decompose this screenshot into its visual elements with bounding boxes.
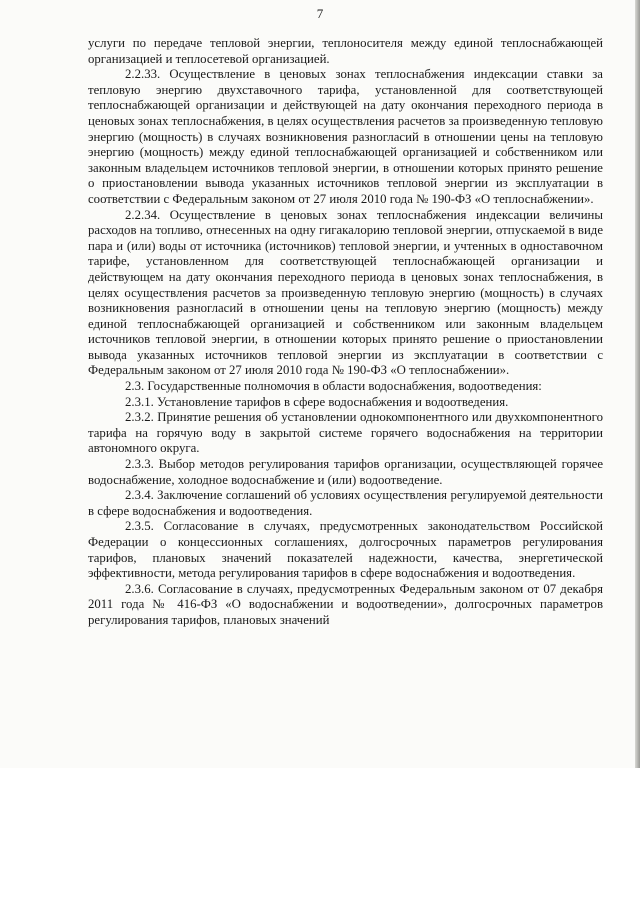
paragraph-2-3-4: 2.3.4. Заключение соглашений об условиях осуществления регулируемой деятельности в сфере водоснабжения и водоотведения. [88, 488, 603, 518]
paragraph-2-2-34: 2.2.34. Осуществление в ценовых зонах теплоснабжения индексации величины расходов на топливо, отнесенных на одну гигакалорию тепловой энергии, отпускаемой в виде пара и (или) воды от источника (источников) тепловой энергии, и учтенных в одноставочном тарифе, установленном для соответствующей теплоснабжающей организации и действующем на дату окончания переходного периода в ценовых зонах теплоснабжения, в целях осуществления расчетов за произведенную тепловую энергию (мощность) в случаях возникновения разногласий в отношении цены на тепловую энергию (мощность) между единой теплоснабжающей организацией и собственником или законным владельцем источников тепловой энергии, в отношении которых принято решение о приостановлении вывода указанных источников тепловой энергии из эксплуатации в соответствии с Федеральным законом от 27 июля 2010 года № 190-ФЗ «О теплоснабжении». [88, 207, 603, 378]
paragraph-2-3-1: 2.3.1. Установление тарифов в сфере водоснабжения и водоотведения. [125, 394, 509, 409]
document-body [88, 36, 603, 629]
paragraph-2-3: 2.3. Государственные полномочия в области водоснабжения, водоотведения: [125, 379, 542, 394]
paragraph-continuation: услуги по передаче тепловой энергии, теплоносителя между единой теплоснабжающей организацией и теплосетевой организацией. [88, 36, 603, 66]
paragraph-2-3-3: 2.3.3. Выбор методов регулирования тарифов организации, осуществляющей горячее водоснабжение, холодное водоснабжение и (или) водоотведение. [88, 457, 603, 487]
paragraph-2-2-33: 2.2.33. Осуществление в ценовых зонах теплоснабжения индексации ставки за тепловую энергию двухставочного тарифа, установленной для соответствующей теплоснабжающей организации и действующей на дату окончания переходного периода в ценовых зонах теплоснабжения, в целях осуществления расчетов за произведенную тепловую энергию (мощность) в случаях возникновения разногласий в отношении цены на тепловую энергию (мощность) между единой теплоснабжающей организацией и собственником или законным владельцем источников тепловой энергии, в отношении которых принято решение о приостановлении вывода указанных источников тепловой энергии из эксплуатации в соответствии с Федеральным законом от 27 июля 2010 года № 190-ФЗ «О теплоснабжении». [88, 67, 603, 206]
page-number: 7 [316, 6, 324, 21]
paragraph-2-3-6: 2.3.6. Согласование в случаях, предусмотренных Федеральным законом от 07 декабря 2011 года № 416-ФЗ «О водоснабжении и водоотведении», долгосрочных параметров регулирования тарифов, плановых значений [88, 581, 603, 627]
paragraph-2-3-2: 2.3.2. Принятие решения об установлении однокомпонентного или двухкомпонентного тарифа на горячую воду в закрытой системе горячего водоснабжения на территории автономного округа. [88, 410, 603, 456]
paragraph-2-3-5: 2.3.5. Согласование в случаях, предусмотренных законодательством Российской Федерации о концессионных соглашениях, долгосрочных параметров регулирования тарифов, плановых значений показателей надежности, качества, энергетической эффективности, метода регулирования тарифов в сфере водоснабжения и водоотведения. [88, 519, 603, 581]
scan-edge-shadow [635, 0, 640, 768]
